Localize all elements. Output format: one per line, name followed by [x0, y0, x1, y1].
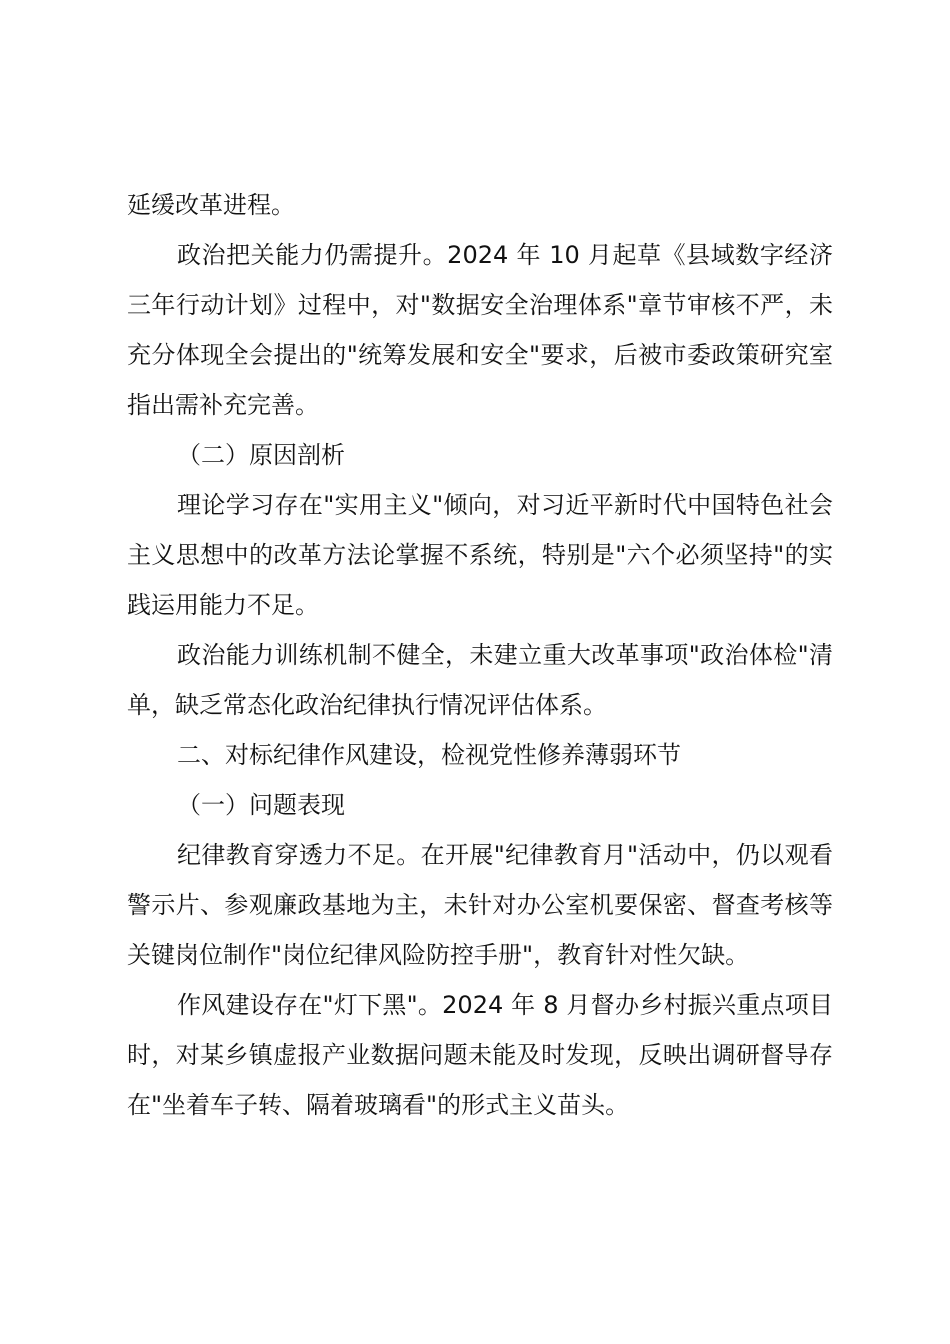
paragraph-discipline-education: 纪律教育穿透力不足。在开展"纪律教育月"活动中，仍以观看警示片、参观廉政基地为主，未针对办公室机要保密、督查考核等关键岗位制作"岗位纪律风险防控手册"，教育针对性欠缺。 [127, 841, 833, 969]
paragraph-continuation: 延缓改革进程。 [127, 191, 295, 219]
paragraph-theory-study: 理论学习存在"实用主义"倾向，对习近平新时代中国特色社会主义思想中的改革方法论掌握不系统，特别是"六个必须坚持"的实践运用能力不足。 [127, 491, 833, 619]
subheading-problem-manifestation: （一）问题表现 [177, 791, 345, 819]
document-body [127, 180, 833, 1130]
subheading-cause-analysis: （二）原因剖析 [177, 441, 345, 469]
paragraph-political-review: 政治把关能力仍需提升。2024 年 10 月起草《县域数字经济三年行动计划》过程中，对"数据安全治理体系"章节审核不严，未充分体现全会提出的"统筹发展和安全"要求，后被市委政策研究室指出需补充完善。 [127, 241, 833, 419]
paragraph-training-mechanism: 政治能力训练机制不健全，未建立重大改革事项"政治体检"清单，缺乏常态化政治纪律执行情况评估体系。 [127, 641, 833, 719]
section-heading-discipline: 二、对标纪律作风建设，检视党性修养薄弱环节 [177, 741, 681, 769]
paragraph-work-style: 作风建设存在"灯下黑"。2024 年 8 月督办乡村振兴重点项目时，对某乡镇虚报产业数据问题未能及时发现，反映出调研督导存在"坐着车子转、隔着玻璃看"的形式主义苗头。 [127, 991, 833, 1119]
